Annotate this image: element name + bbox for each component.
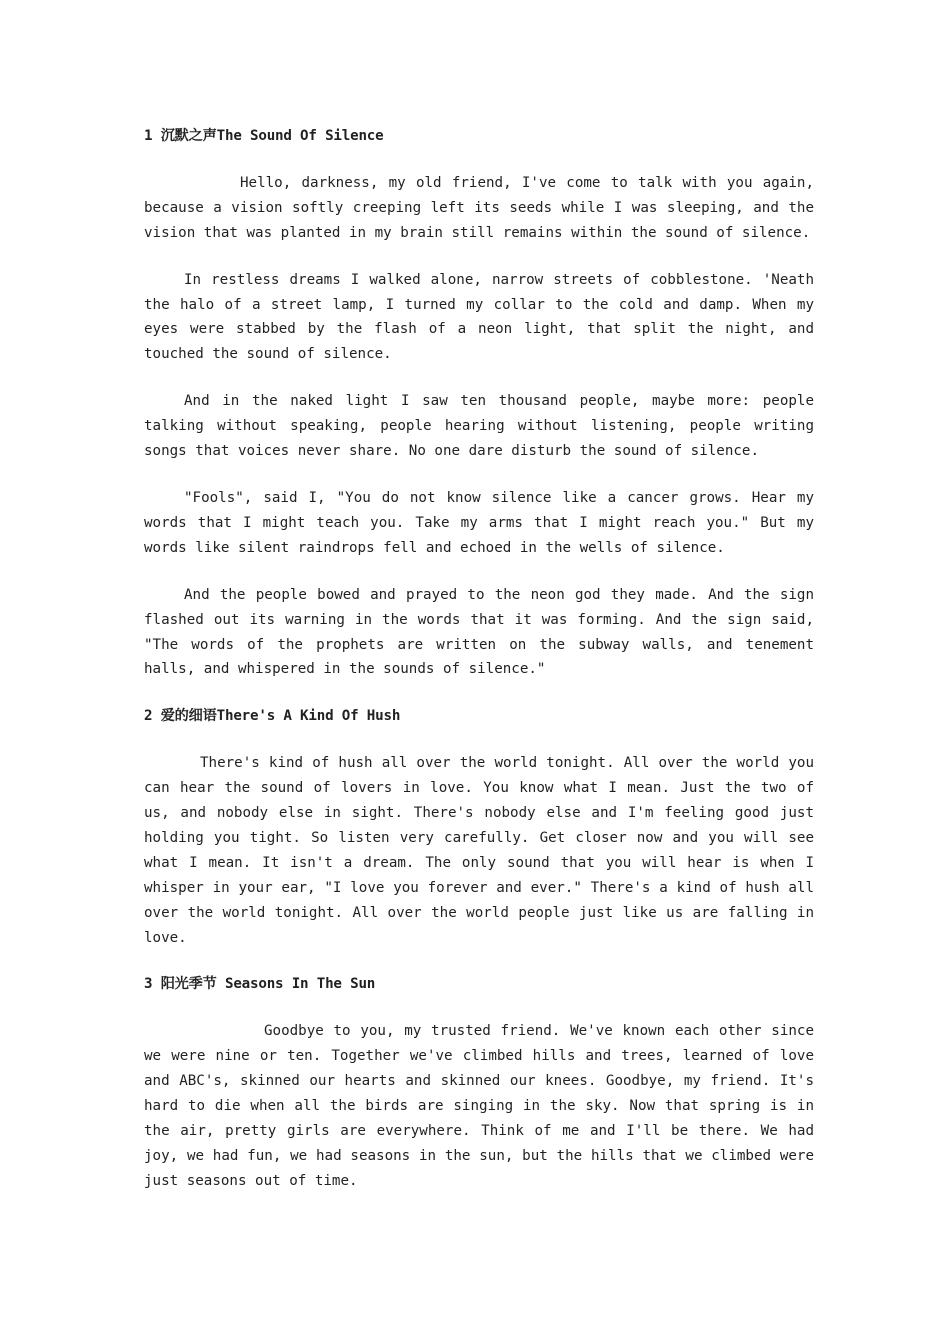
section-1-heading — [144, 124, 814, 149]
section-3-heading — [144, 972, 814, 997]
section-3-title-cn: 阳光季节 — [160, 976, 217, 993]
document-page — [144, 124, 814, 1194]
section-3-title-en: Seasons In The Sun — [224, 976, 376, 993]
section-1-title-cn: 沉默之声 — [160, 128, 217, 144]
section-3-number: 3 — [144, 976, 153, 993]
section-2-paragraph-1: There's kind of hush all over the world tonight. All over the world you can hear the sound of lovers in love. You know what I mean. Just the two of us, and nobody else in sight. There's nobody else and I'm feeling good just holding you tight. So listen very carefully. Get closer now and you will see what I mean. It isn't a dream. The only sound that you will hear is when I whisper in your ear, "I love you forever and ever." There's a kind of hush all over the world tonight. All over the world people just like us are falling in love. — [144, 755, 814, 946]
section-1-title-en: The Sound Of Silence — [216, 128, 384, 144]
section-2-title-cn: 爱的细语 — [160, 708, 217, 725]
section-1-paragraph-2: In restless dreams I walked alone, narrow streets of cobblestone. 'Neath the halo of a street lamp, I turned my collar to the cold and damp. When my eyes were stabbed by the flash of a neon light, that split the night, and touched the sound of silence. — [144, 271, 814, 363]
section-2-heading — [144, 704, 814, 729]
section-2-number: 2 — [144, 708, 153, 725]
section-1-paragraph-4: "Fools", said I, "You do not know silence like a cancer grows. Hear my words that I might teach you. Take my arms that I might reach you." But my words like silent raindrops fell and echoed in the wells of silence. — [144, 489, 814, 556]
section-1-number: 1 — [144, 128, 153, 144]
section-3-paragraph-1: Goodbye to you, my trusted friend. We've known each other since we were nine or ten. Together we've climbed hills and trees, learned of love and ABC's, skinned our hearts and skinned our knees. Goodbye, my friend. It's hard to die when all the birds are singing in the sky. Now that spring is in the air, pretty girls are everywhere. Think of me and I'll be there. We had joy, we had fun, we had seasons in the sun, but the hills that we climbed were just seasons out of time. — [144, 1023, 814, 1189]
section-1-paragraph-3: And in the naked light I saw ten thousand people, maybe more: people talking without speaking, people hearing without listening, people writing songs that voices never share. No one dare disturb the sound of silence. — [144, 393, 814, 460]
section-2-title-en: There's A Kind Of Hush — [216, 708, 401, 725]
section-1-paragraph-5: And the people bowed and prayed to the neon god they made. And the sign flashed out its warning in the words that it was forming. And the sign said, "The words of the prophets are written on the subway walls, and tenement halls, and whispered in the sounds of silence." — [144, 586, 814, 678]
section-1-paragraph-1: Hello, darkness, my old friend, I've come to talk with you again, because a vision softly creeping left its seeds while I was sleeping, and the vision that was planted in my brain still remains within the sound of silence. — [144, 174, 814, 241]
